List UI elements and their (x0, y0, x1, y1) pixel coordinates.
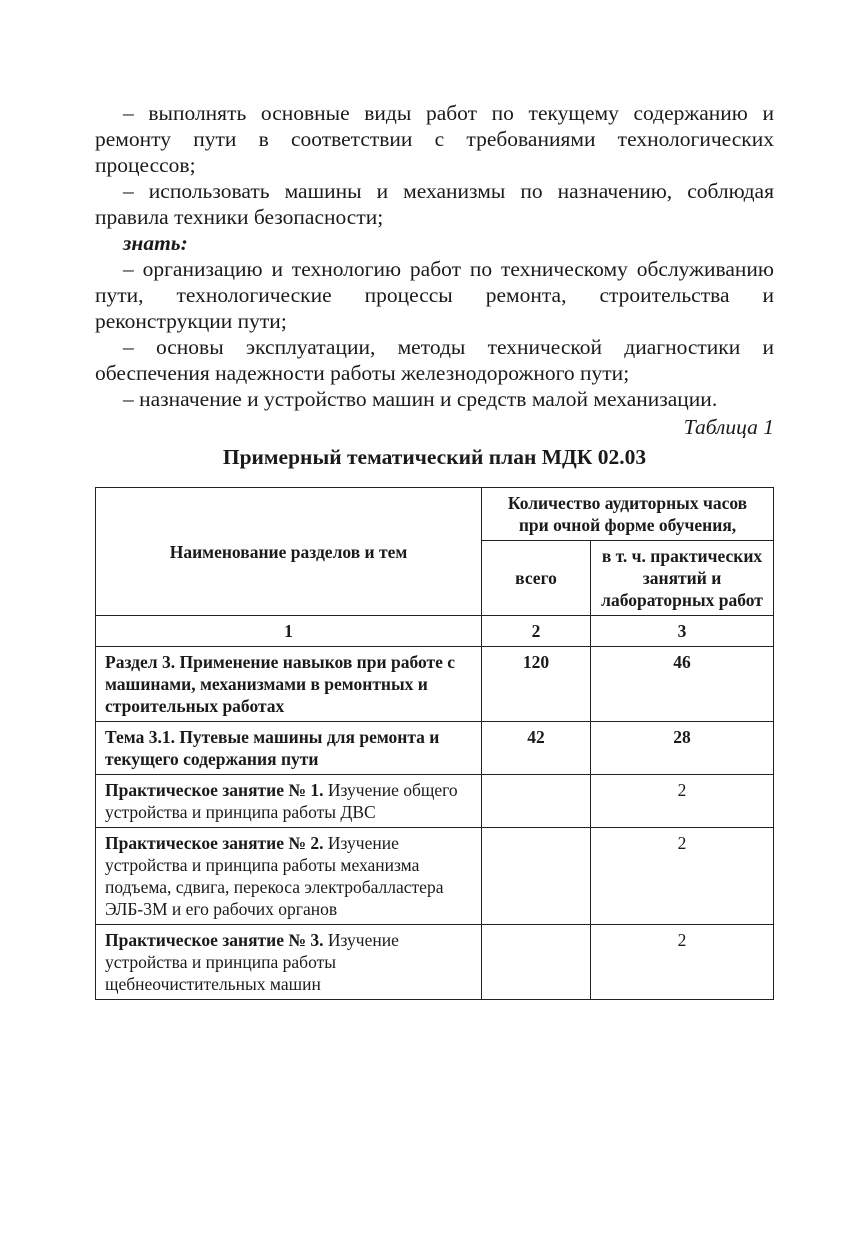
row-practical: 46 (591, 647, 774, 722)
row-title-bold: Раздел 3. Применение навыков при работе с машинами, механизмами в ремонтных и строительных работах (105, 652, 455, 716)
header-practical: в т. ч. практических занятий и лабораторных работ (591, 541, 774, 616)
row-practical: 2 (591, 925, 774, 1000)
row-total (482, 925, 591, 1000)
row-title-bold: Практическое занятие № 3. (105, 930, 324, 950)
column-number-row (96, 616, 774, 647)
page-content (95, 100, 774, 1000)
row-title (96, 722, 482, 775)
table-row (96, 925, 774, 1000)
paragraph: – использовать машины и механизмы по назначению, соблюдая правила техники безопасности; (95, 179, 774, 229)
row-title-bold: Тема 3.1. Путевые машины для ремонта и текущего содержания пути (105, 727, 440, 769)
paragraph: – назначение и устройство машин и средств малой механизации. (123, 387, 718, 411)
column-number: 2 (482, 616, 591, 647)
table-row (96, 722, 774, 775)
header-total: всего (482, 541, 591, 616)
table-row (96, 647, 774, 722)
table-header-row (96, 488, 774, 541)
row-total: 42 (482, 722, 591, 775)
header-name: Наименование разделов и тем (96, 488, 482, 616)
table-title: Примерный тематический план МДК 02.03 (222, 445, 647, 469)
column-number: 3 (591, 616, 774, 647)
row-practical: 2 (591, 828, 774, 925)
table-row (96, 828, 774, 925)
table-row (96, 775, 774, 828)
row-title-bold: Практическое занятие № 1. (105, 780, 324, 800)
row-total (482, 828, 591, 925)
row-title (96, 925, 482, 1000)
paragraph: – основы эксплуатации, методы технической диагностики и обеспечения надежности работы железнодорожного пути; (95, 335, 774, 385)
row-total (482, 775, 591, 828)
paragraph: – выполнять основные виды работ по текущему содержанию и ремонту пути в соответствии с требованиями технологических процессов; (95, 101, 774, 177)
table-label: Таблица 1 (683, 415, 774, 439)
row-title-rest: Изучение общего устройства и принципа работы ДВС (105, 780, 458, 822)
row-title (96, 828, 482, 925)
row-practical: 2 (591, 775, 774, 828)
paragraph: – организацию и технологию работ по техническому обслуживанию пути, технологические процессы ремонта, строительства и реконструкции пути; (95, 257, 774, 333)
column-number: 1 (96, 616, 482, 647)
know-heading: знать: (123, 231, 188, 255)
row-total: 120 (482, 647, 591, 722)
row-title-bold: Практическое занятие № 2. (105, 833, 324, 853)
row-title-rest: Изучение устройства и принципа работы механизма подъема, сдвига, перекоса электробалластера ЭЛБ-3М и его рабочих органов (105, 833, 444, 919)
thematic-plan-table (95, 487, 774, 1000)
row-title (96, 647, 482, 722)
row-practical: 28 (591, 722, 774, 775)
row-title (96, 775, 482, 828)
header-hours: Количество аудиторных часов при очной форме обучения, (482, 488, 774, 541)
row-title-rest: Изучение устройства и принципа работы щебнеочистительных машин (105, 930, 399, 994)
